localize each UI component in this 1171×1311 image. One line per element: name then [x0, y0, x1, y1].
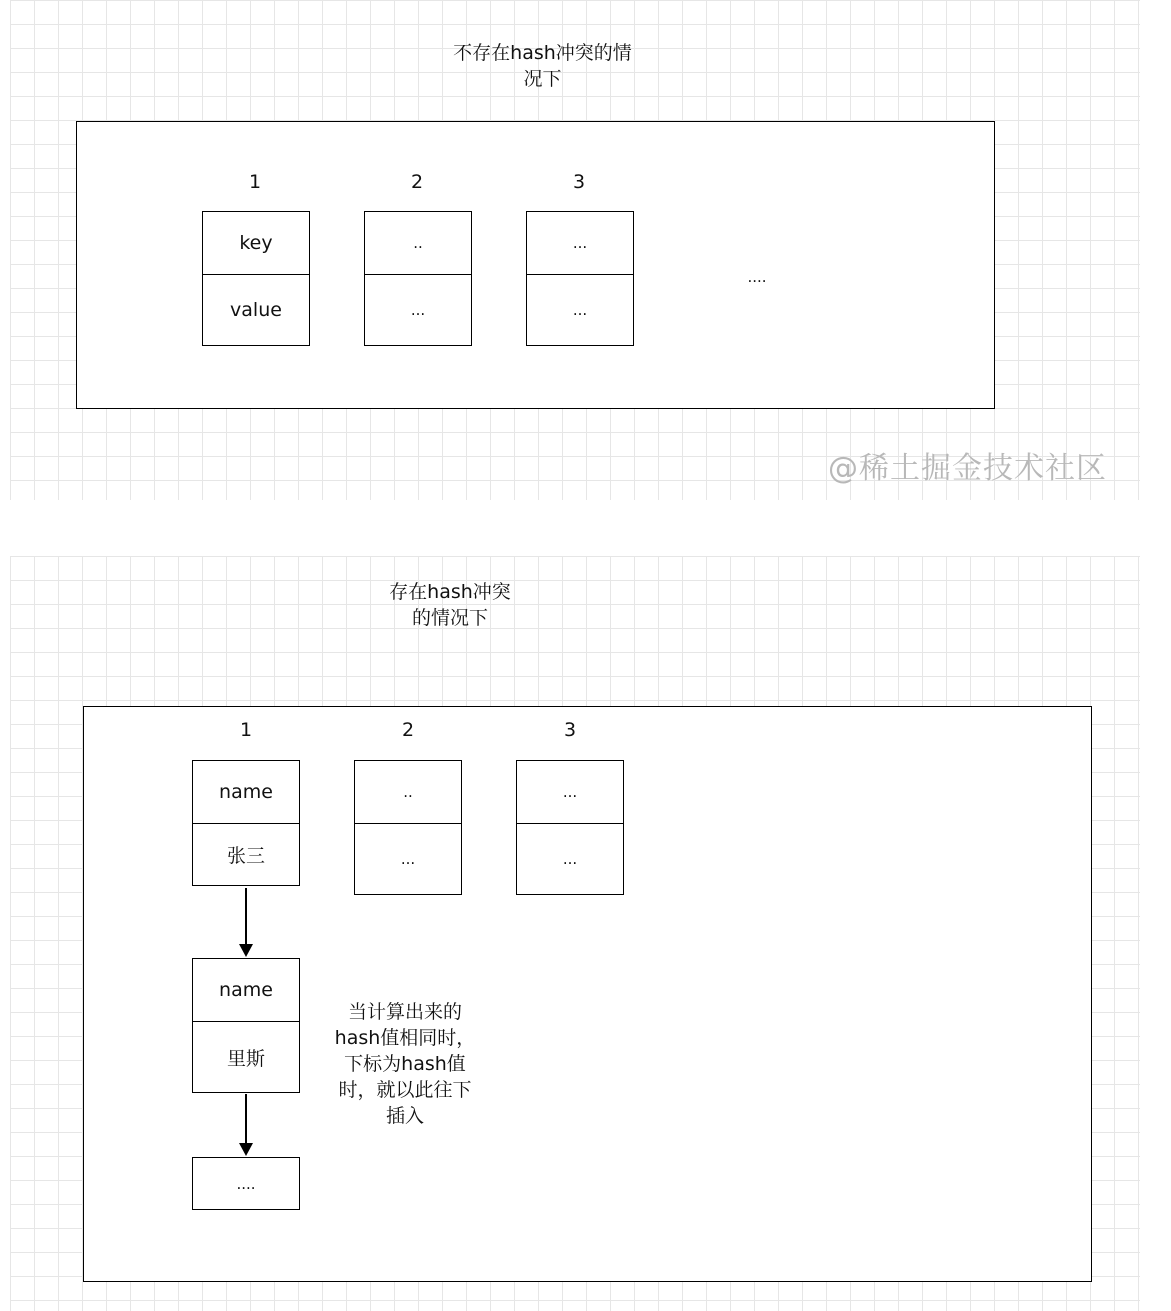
bucket-key-cell: name [219, 781, 273, 803]
bucket-value-cell: ... [517, 823, 623, 894]
bucket-value-cell: value [203, 274, 309, 345]
collision-note: 当计算出来的 hash值相同时， 下标为hash值 时，就以此往下 插入 [334, 1001, 476, 1127]
diagram-title: 存在hash冲突 的情况下 [389, 581, 511, 629]
diagram-no-collision [10, 0, 1140, 500]
bucket-value-cell: ... [355, 823, 461, 894]
diagram-with-collision [10, 556, 1140, 1311]
bucket-1 [192, 760, 300, 886]
bucket-key-cell: key [239, 232, 273, 254]
bucket-index: 3 [563, 719, 577, 741]
chain-arrow-head [239, 944, 253, 957]
bucket-key-cell: .. [403, 783, 413, 801]
chain-arrow-line [245, 1094, 247, 1144]
bucket-3 [516, 760, 624, 895]
watermark: @稀土掘金技术社区 [828, 451, 1107, 486]
bucket-2 [364, 211, 472, 346]
bucket-key-cell: .. [413, 234, 423, 252]
bucket-key-cell: ... [572, 234, 588, 252]
chain-arrow-head [239, 1143, 253, 1156]
bucket-index: 2 [410, 171, 424, 193]
chained-node [192, 958, 300, 1093]
diagram-title: 不存在hash冲突的情 况下 [453, 42, 632, 90]
bucket-value-cell: 张三 [193, 823, 299, 885]
bucket-index: 2 [401, 719, 415, 741]
hash-table-frame [76, 121, 995, 409]
more-buckets-ellipsis: .... [747, 268, 767, 286]
chained-node-more [192, 1157, 300, 1210]
chain-arrow-line [245, 888, 247, 945]
node-value-cell: 里斯 [193, 1021, 299, 1092]
bucket-key-cell: ... [562, 783, 578, 801]
bucket-index: 1 [248, 171, 262, 193]
bucket-index: 3 [572, 171, 586, 193]
bucket-3 [526, 211, 634, 346]
node-ellipsis: .... [236, 1174, 256, 1193]
bucket-2 [354, 760, 462, 895]
bucket-value-cell: ... [365, 274, 471, 345]
bucket-1 [202, 211, 310, 346]
bucket-value-cell: ... [527, 274, 633, 345]
node-key-cell: name [219, 979, 273, 1001]
bucket-index: 1 [239, 719, 253, 741]
hash-table-frame [83, 706, 1092, 1282]
